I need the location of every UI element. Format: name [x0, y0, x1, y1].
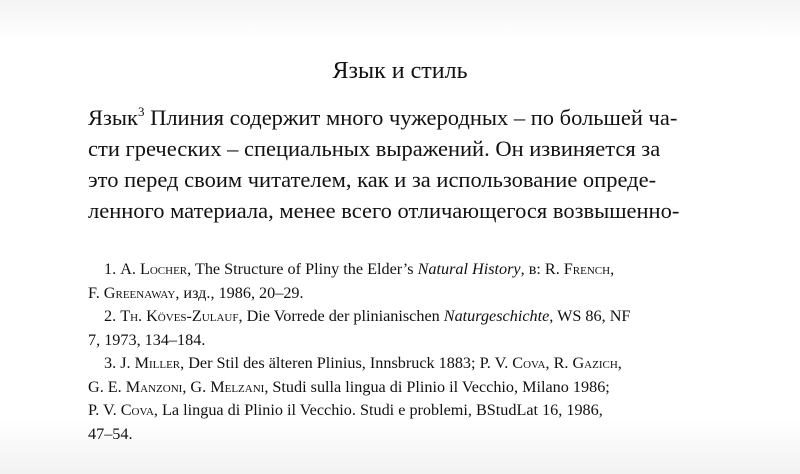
footnote-number: 3.	[104, 354, 121, 372]
citation-text: , Die Vorrede der plinianischen	[238, 307, 444, 325]
author-name: R. Gazich	[553, 354, 618, 372]
footnote-1-line	[88, 258, 770, 282]
author-name: R. French	[544, 260, 611, 278]
citation-text: , WS 86, NF	[549, 307, 631, 325]
citation-text: ,	[545, 354, 554, 372]
body-line	[88, 96, 768, 133]
author-name: G. Melzani	[190, 377, 265, 396]
author-name: P. V. Cova	[479, 354, 546, 372]
bleed-through-text	[80, 222, 770, 258]
citation-text: , La lingua di Plinio il Vecchio. Studi e problemi, BStudLat 16, 1986,	[153, 401, 603, 419]
author-name: A. Locher	[120, 260, 188, 278]
citation-text: , Der Stil des älteren Plinius, Innsbruck 1883;	[180, 354, 480, 372]
author-name: G. E. Manzoni	[88, 377, 183, 396]
footnote-1-line	[88, 282, 770, 306]
footnote-3-line	[88, 352, 770, 376]
author-name: Th. Köves-Zulauf	[120, 307, 239, 325]
citation-text: ,	[182, 377, 191, 396]
footnotes	[88, 258, 770, 446]
body-line: сти греческих – специальных выражений. Он извиняется за	[88, 136, 661, 161]
author-name: J. Miller	[120, 354, 181, 372]
body-line: это перед своим читателем, как и за использование опреде-	[88, 167, 657, 192]
citation-text: , в:	[520, 260, 545, 278]
footnote-number: 1.	[104, 260, 121, 278]
citation-text: ,	[610, 260, 615, 278]
citation-text: ,	[617, 354, 622, 372]
footnote-marker: 3	[137, 104, 145, 119]
body-line: ленного материала, менее всего отличающегося возвышенно-	[88, 198, 680, 223]
body-paragraph	[88, 96, 768, 226]
lead-word: Язык	[88, 105, 138, 130]
footnote-2-line: 7, 1973, 134–184.	[88, 330, 206, 349]
citation-text: , The Structure of Pliny the Elder’s	[187, 260, 418, 278]
line-text: Плиния содержит много чужеродных – по большей ча-	[144, 105, 678, 130]
citation-text: , Studi sulla lingua di Plinio il Vecchio, Milano 1986;	[264, 377, 610, 396]
footnote-3-line	[88, 399, 770, 423]
work-title: Natural History	[417, 260, 521, 278]
work-title: Naturgeschichte	[443, 307, 550, 325]
author-name: F. Greenaway	[88, 283, 176, 302]
footnote-3-line: 47–54.	[88, 424, 133, 443]
footnote-2-line	[88, 305, 770, 329]
footnote-3-line	[88, 376, 770, 400]
footnote-number: 2.	[104, 307, 121, 325]
author-name: P. V. Cova	[88, 401, 154, 419]
citation-text: , изд., 1986, 20–29.	[175, 283, 304, 302]
section-heading: Язык и стиль	[332, 58, 468, 84]
